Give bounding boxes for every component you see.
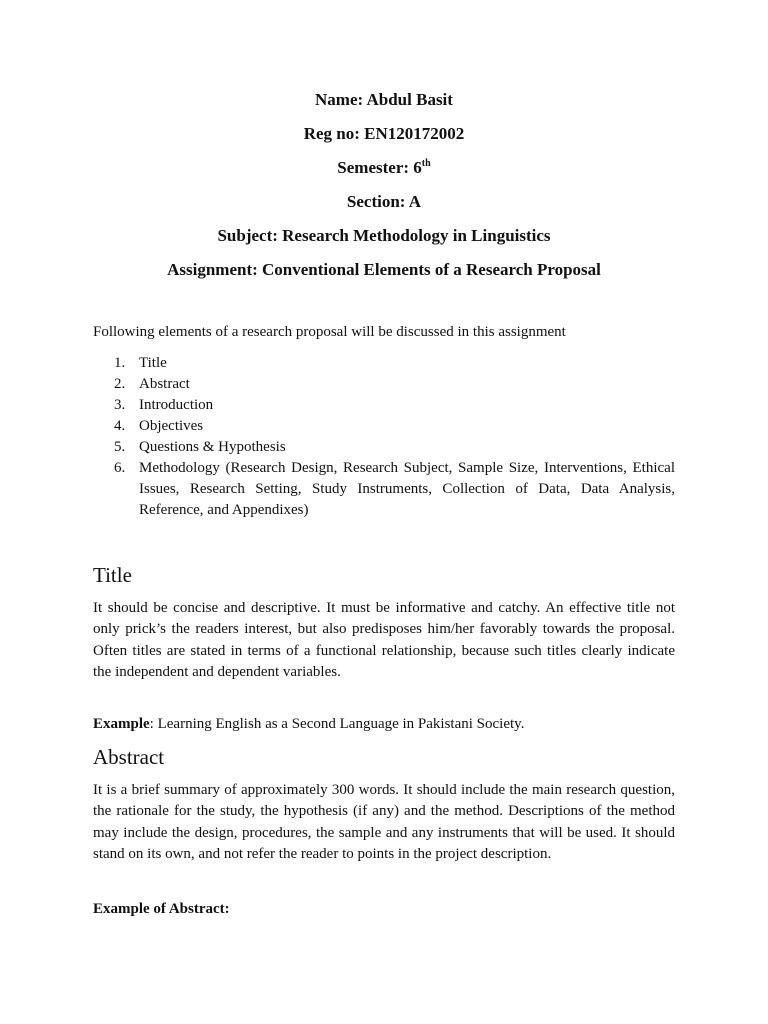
- list-item-number: 2.: [114, 376, 126, 392]
- semester-label: Semester: 6: [337, 158, 422, 177]
- example-text: : Learning English as a Second Language in Pakistani Society.: [149, 716, 525, 732]
- list-item: [93, 353, 675, 374]
- list-item-text: Objectives: [139, 418, 204, 434]
- list-item: [93, 458, 675, 521]
- list-item-number: 3.: [114, 397, 126, 413]
- title-example: [93, 714, 524, 734]
- elements-list: [93, 353, 675, 521]
- list-item-text: Questions & Hypothesis: [139, 439, 286, 455]
- list-item-text: Abstract: [139, 376, 190, 392]
- list-item-text: Introduction: [139, 397, 214, 413]
- intro-sentence: Following elements of a research proposal will be discussed in this assignment: [93, 324, 566, 340]
- list-item: [93, 416, 675, 437]
- list-item-number: 1.: [114, 355, 126, 371]
- assignment-title: Assignment: Conventional Elements of a Research Proposal: [167, 260, 601, 279]
- title-heading: Title: [93, 563, 132, 587]
- abstract-example-label: Example of Abstract:: [93, 901, 230, 917]
- abstract-paragraph: It is a brief summary of approximately 300 words. It should include the main research question, the rationale for the study, the hypothesis (if any) and the method. Descriptions of the method may include the design, procedures, the sample and any instruments that will be used. It should stand on its own, and not refer the reader to points in the project description.: [93, 782, 675, 862]
- list-item-text: Methodology (Research Design, Research Subject, Sample Size, Interventions, Ethical Issues, Research Setting, Study Instruments, Collection of Data, Data Analysis, Reference, and Appendixes): [139, 460, 675, 518]
- list-item-text: Title: [139, 355, 167, 371]
- semester-superscript: th: [421, 158, 431, 169]
- list-item-number: 4.: [114, 418, 126, 434]
- student-name: Name: Abdul Basit: [315, 90, 453, 109]
- list-item: [93, 395, 675, 416]
- section: Section: A: [346, 192, 422, 211]
- list-item-number: 5.: [114, 439, 126, 455]
- registration-number: Reg no: EN120172002: [303, 124, 465, 143]
- example-label: Example: [93, 716, 150, 732]
- title-paragraph: It should be concise and descriptive. It must be informative and catchy. An effective title not only prick’s the readers interest, but also predisposes him/her favorably towards the proposal. Often titles are stated in terms of a functional relationship, because such titles clearly indicate the independent and dependent variables.: [93, 600, 675, 680]
- subject: Subject: Research Methodology in Linguistics: [217, 226, 551, 245]
- semester: [0, 158, 768, 178]
- list-item: [93, 437, 675, 458]
- list-item-number: 6.: [114, 460, 126, 476]
- abstract-heading: Abstract: [93, 745, 165, 769]
- list-item: [93, 374, 675, 395]
